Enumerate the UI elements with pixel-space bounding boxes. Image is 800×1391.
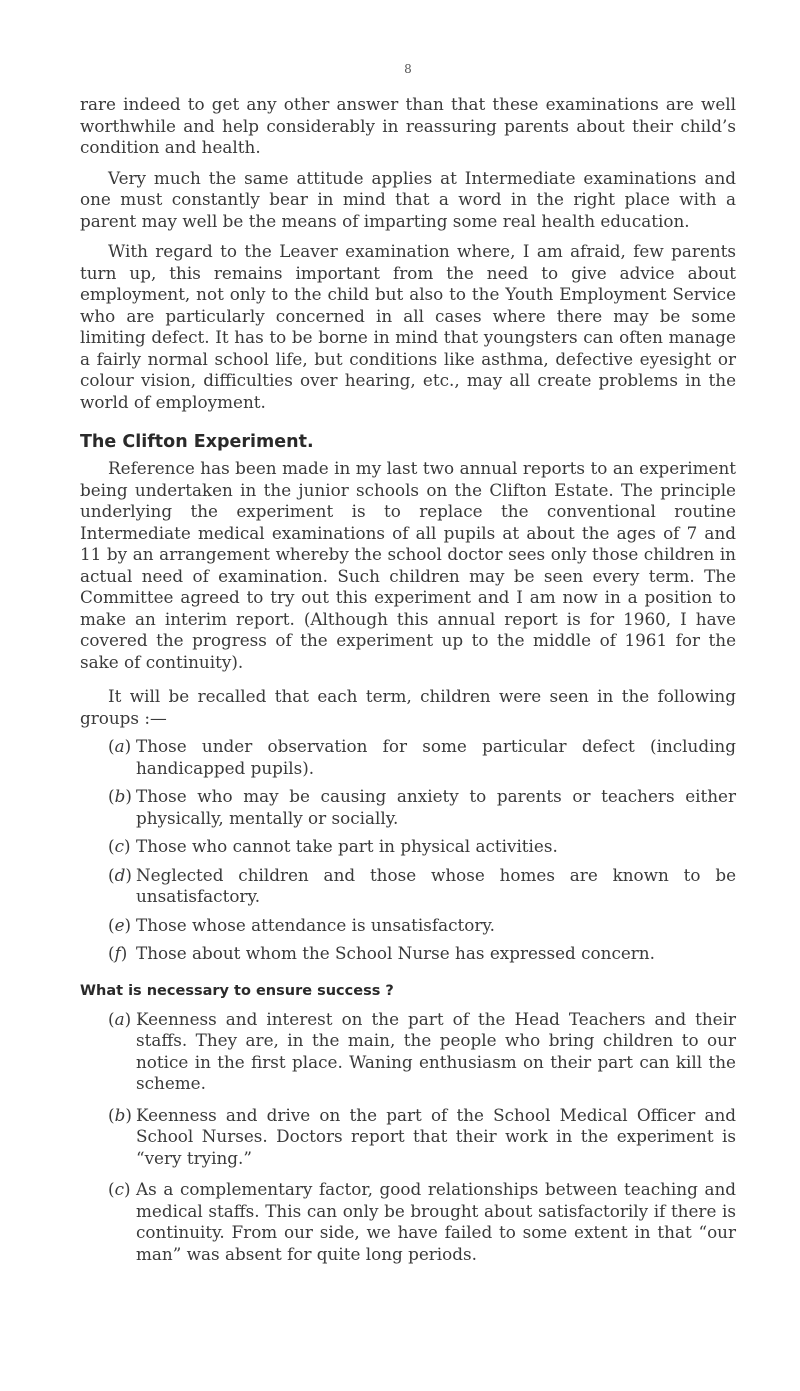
list-item: [80, 1009, 736, 1095]
list-item-label: (a): [108, 736, 132, 756]
list-item-label: (a): [108, 1008, 132, 1029]
list-item-text: Those under observation for some particular defect (including handicapped pupils).: [136, 736, 736, 778]
list-item-label: (c): [108, 836, 131, 856]
list-item: [80, 736, 736, 779]
list-item-text: Those who cannot take part in physical activities.: [136, 836, 558, 856]
list-item-text: Those whose attendance is unsatisfactory.: [136, 914, 495, 935]
paragraph-intermediate-exams: Very much the same attitude applies at Intermediate examinations and one must constantly bear in mind that a word in the right place with a parent may well be the means of imparting some real health education.: [80, 167, 736, 231]
page-number: 8: [404, 62, 412, 76]
list-item: [80, 836, 736, 858]
list-item-text: Keenness and interest on the part of the Head Teachers and their staffs. They are, in the main, the people who bring children to our notice in the first place. Waning enthusiasm on their part can kill the scheme.: [136, 1008, 736, 1093]
list-item-text: Those about whom the School Nurse has expressed concern.: [136, 943, 655, 963]
paragraph-leaver-exam: With regard to the Leaver examination where, I am afraid, few parents turn up, this remains important from the need to give advice about employment, not only to the child but also to the Youth Employment Service who are particularly concerned in all cases where there may be some limiting defect. It has to be borne in mind that youngsters can often manage a fairly normal school life, but conditions like asthma, defective eyesight or colour vision, difficulties over hearing, etc., may all create problems in the world of employment.: [80, 241, 736, 412]
paragraph-groups-intro: It will be recalled that each term, children were seen in the following groups :—: [80, 686, 736, 728]
list-item: [80, 943, 736, 965]
list-item-label: (d): [108, 864, 132, 885]
list-item: [80, 1179, 736, 1265]
groups-list: [80, 736, 736, 965]
success-factors-list: [80, 1009, 736, 1266]
list-item-label: (b): [108, 786, 132, 806]
list-item-text: Those who may be causing anxiety to parents or teachers either physically, mentally or socially.: [136, 786, 736, 828]
list-item-label: (e): [108, 914, 132, 935]
list-item-label: (f): [108, 943, 128, 963]
paragraph-continuation: rare indeed to get any other answer than that these examinations are well worthwhile and help considerably in reassuring parents about their child’s condition and health.: [80, 94, 736, 157]
list-item: [80, 865, 736, 908]
document-page: [80, 62, 736, 1265]
list-item-text: Keenness and drive on the part of the School Medical Officer and School Nurses. Doctors report that their work in the experiment is “very trying.”: [136, 1104, 736, 1168]
list-item-label: (b): [108, 1104, 132, 1125]
list-item: [80, 915, 736, 937]
paragraph-experiment-reference: Reference has been made in my last two annual reports to an experiment being undertaken in the junior schools on the Clifton Estate. The principle underlying the experiment is to replace the conventional routine Intermediate medical examinations of all pupils at about the ages of 7 and 11 by an arrangement whereby the school doctor sees only those children in actual need of examination. Such children may be seen every term. The Committee agreed to try out this experiment and I am now in a position to make an interim report. (Although this annual report is for 1960, I have covered the progress of the experiment up to the middle of 1961 for the sake of continuity).: [80, 458, 736, 672]
section-heading-clifton-experiment: The Clifton Experiment.: [80, 432, 314, 452]
list-item: [80, 786, 736, 829]
list-item-label: (c): [108, 1179, 131, 1199]
list-item: [80, 1105, 736, 1170]
list-item-text: As a complementary factor, good relationships between teaching and medical staffs. This can only be brought about satisfactorily if there is continuity. From our side, we have failed to some extent in that “our man” was absent for quite long periods.: [136, 1179, 736, 1264]
section-heading-success: What is necessary to ensure success ?: [80, 982, 394, 999]
list-item-text: Neglected children and those whose homes are known to be unsatisfactory.: [136, 864, 736, 906]
